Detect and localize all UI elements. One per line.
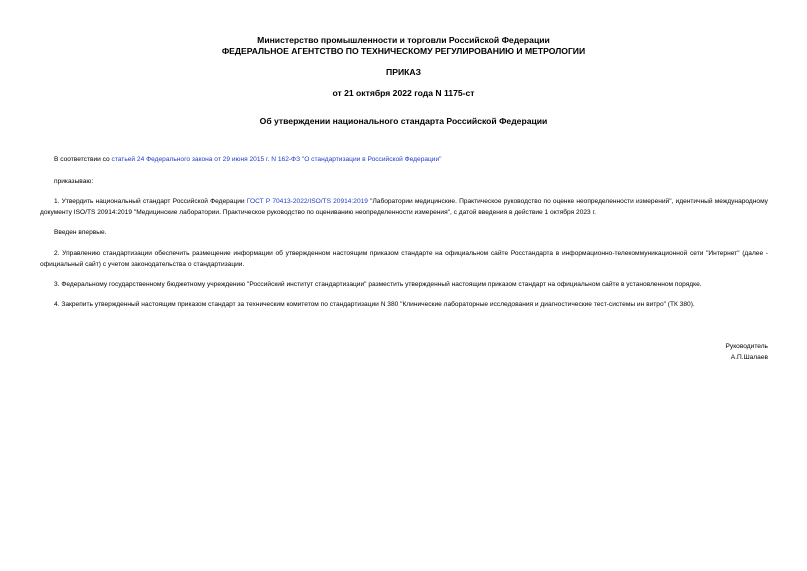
paragraph-2: 2. Управлению стандартизации обеспечить размещение информации об утвержденном настоящим приказом стандарте на официальном сайте Росстандарта в информационно-телекоммуникационной сети "Интернет" (далее - официальный сайт) с учетом законодательства о стандартизации.: [40, 250, 768, 268]
p1-suffix: "Лаборатории медицинские. Практическое руководство по оценке неопределенности измерений", идентичный международному документу ISO/TS 20914:2019 "Медицинские лаборатории. Практическое руководство по оцениванию неопределенности измерения", с датой введения в действие 1 октября 2023 г.: [40, 198, 768, 216]
date-number: от 21 октября 2022 года N 1175-ст: [332, 88, 475, 98]
first-time-note: Введен впервые.: [54, 229, 107, 236]
law-link[interactable]: статьей 24 Федерального закона от 29 июня 2015 г. N 162-ФЗ "О стандартизации в Российской Федерации": [111, 156, 442, 163]
paragraph-3: 3. Федеральному государственному бюджетному учреждению "Российский институт стандартизации" разместить утвержденный настоящим приказом стандарт на официальном сайте в установленном порядке.: [54, 281, 702, 288]
signature-role: Руководитель: [725, 343, 768, 350]
signature-name: А.П.Шалаев: [730, 354, 768, 361]
paragraph-1: [40, 197, 768, 218]
intro-paragraph: [40, 155, 768, 166]
document-type: ПРИКАЗ: [386, 67, 421, 77]
agency-title: ФЕДЕРАЛЬНОЕ АГЕНТСТВО ПО ТЕХНИЧЕСКОМУ РЕГУЛИРОВАНИЮ И МЕТРОЛОГИИ: [221, 46, 586, 56]
p1-prefix: 1. Утвердить национальный стандарт Российской Федерации: [54, 198, 247, 205]
gost-link[interactable]: ГОСТ Р 70413-2022/ISO/TS 20914:2019: [246, 198, 368, 205]
order-word: приказываю:: [54, 178, 94, 185]
ministry-title: Министерство промышленности и торговли Российской Федерации: [257, 35, 550, 45]
document-subject: Об утверждении национального стандарта Российской Федерации: [259, 116, 548, 126]
intro-prefix: В соответствии со: [54, 156, 112, 163]
paragraph-4: 4. Закрепить утвержденный настоящим приказом стандарт за техническим комитетом по стандартизации N 380 "Клинические лабораторные исследования и диагностические тест-системы ин витро" (ТК 380).: [54, 301, 695, 308]
